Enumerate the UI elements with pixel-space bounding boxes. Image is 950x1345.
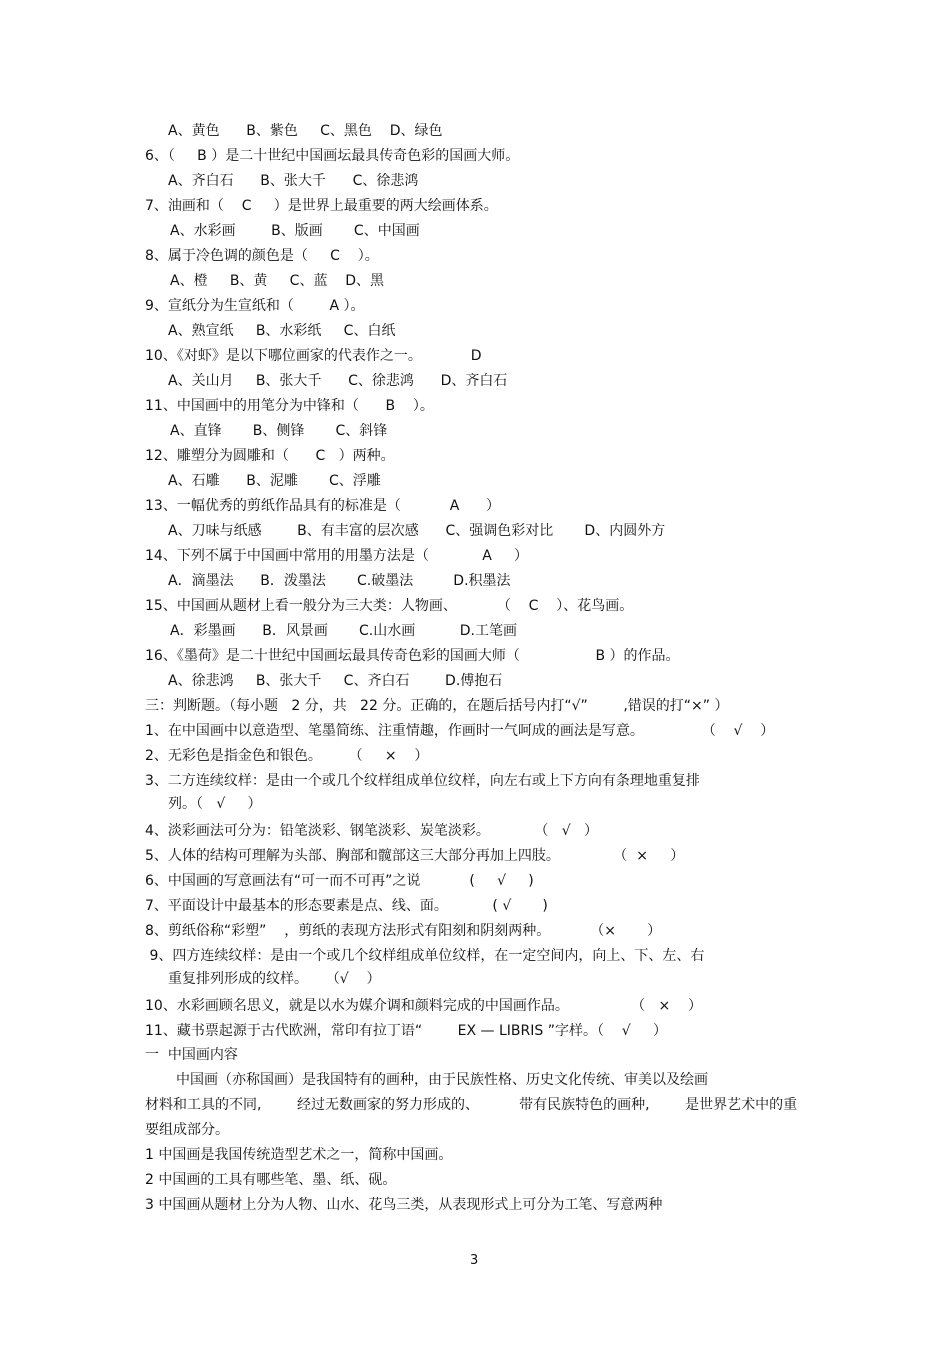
text-line: 1、在中国画中以意造型、笔墨简练、注重情趣，作画时一气呵成的画法是写意。 （ √ ） — [145, 723, 775, 739]
text-line: A、徐悲鸿 B、张大千 C、齐白石 D.傅抱石 — [168, 673, 503, 689]
text-line: A．滴墨法 B．泼墨法 C.破墨法 D.积墨法 — [168, 573, 511, 589]
text-line: A、石雕 B、泥雕 C、浮雕 — [168, 473, 381, 489]
text-line: 10、水彩画顾名思义，就是以水为媒介调和颜料完成的中国画作品。 （ × ） — [145, 998, 702, 1014]
text-line: A、直锋 B、侧锋 C、斜锋 — [170, 423, 388, 439]
text-line: 6、（ B ）是二十世纪中国画坛最具传奇色彩的国画大师。 — [145, 148, 520, 164]
text-line: A、刀味与纸感 B、有丰富的层次感 C、强调色彩对比 D、内圆外方 — [168, 523, 666, 539]
text-line: A、橙 B、黄 C、蓝 D、黑 — [170, 273, 385, 289]
text-line: 三：判断题。（每小题 2 分，共 22 分。正确的，在题后括号内打“√” ,错误的打“×” ） — [145, 698, 729, 714]
text-line: 4、淡彩画法可分为：铅笔淡彩、钢笔淡彩、炭笔淡彩。 （ √ ） — [145, 823, 599, 839]
text-line: 材料和工具的不同, 经过无数画家的努力形成的、 带有民族特色的画种, 是世界艺术中的重 — [145, 1097, 798, 1113]
text-line: 1 中国画是我国传统造型艺术之一，简称中国画。 — [145, 1147, 453, 1163]
text-line: 重复排列形成的纹样。 （√ ） — [168, 971, 381, 987]
text-line: 5、人体的结构可理解为头部、胸部和髋部这三大部分再加上四肢。 （ × ） — [145, 848, 685, 864]
text-line: 13、一幅优秀的剪纸作品具有的标准是（ A ） — [145, 498, 501, 514]
text-line: 16、《墨荷》是二十世纪中国画坛最具传奇色彩的国画大师（ B ）的作品。 — [145, 648, 680, 664]
text-line: 8、属于冷色调的颜色是（ C ）。 — [145, 248, 379, 264]
text-line: 10、《对虾》是以下哪位画家的代表作之一。 D — [145, 348, 482, 364]
text-line: A、黄色 B、紫色 C、黑色 D、绿色 — [168, 123, 443, 139]
text-line: 14、下列不属于中国画中常用的用墨方法是（ A ） — [145, 548, 529, 564]
text-line: 11、藏书票起源于古代欧洲，常印有拉丁语“ EX — LIBRIS ”字样。（ √ ） — [145, 1023, 667, 1039]
text-line: 一 中国画内容 — [145, 1047, 238, 1063]
text-line: 6、中国画的写意画法有“可一而不可再”之说 ( √ ) — [145, 873, 534, 889]
text-line: A、熟宣纸 B、水彩纸 C、白纸 — [168, 323, 396, 339]
text-line: 9、宣纸分为生宣纸和（ A ）。 — [145, 298, 365, 314]
text-line: 15、中国画从题材上看一般分为三大类：人物画、 （ C ）、花鸟画。 — [145, 598, 634, 614]
text-line: 2、无彩色是指金色和银色。 （ × ） — [145, 748, 429, 764]
text-line: A、水彩画 B、版画 C、中国画 — [170, 223, 420, 239]
text-line: A．彩墨画 B．风景画 C.山水画 D.工笔画 — [170, 623, 517, 639]
text-line: 中国画（亦称国画）是我国特有的画种，由于民族性格、历史文化传统、审美以及绘画 — [176, 1072, 708, 1088]
text-line: 3 中国画从题材上分为人物、山水、花鸟三类，从表现形式上可分为工笔、写意两种 — [145, 1197, 663, 1213]
text-line: 列。（ √ ） — [168, 796, 262, 812]
text-line: 要组成部分。 — [145, 1122, 229, 1138]
text-line: 9、四方连续纹样：是由一个或几个纹样组成单位纹样，在一定空间内，向上、下、左、右 — [145, 948, 705, 964]
text-line: 7、平面设计中最基本的形态要素是点、线、面。 ( √ ) — [145, 898, 548, 914]
text-line: A、关山月 B、张大千 C、徐悲鸿 D、齐白石 — [168, 373, 508, 389]
text-line: A、齐白石 B、张大千 C、徐悲鸿 — [168, 173, 419, 189]
text-line: 12、雕塑分为圆雕和（ C ）两种。 — [145, 448, 395, 464]
text-line: 11、中国画中的用笔分为中锋和（ B ）。 — [145, 398, 434, 414]
text-line: 8、剪纸俗称“彩塑” ，剪纸的表现方法形式有阳刻和阴刻两种。 （× ） — [145, 923, 662, 939]
text-line: 7、油画和（ C ）是世界上最重要的两大绘画体系。 — [145, 198, 498, 214]
text-line: 3、二方连续纹样：是由一个或几个纹样组成单位纹样，向左右或上下方向有条理地重复排 — [145, 773, 700, 789]
page-number: 3 — [470, 1253, 479, 1268]
text-line: 2 中国画的工具有哪些笔、墨、纸、砚。 — [145, 1172, 397, 1188]
